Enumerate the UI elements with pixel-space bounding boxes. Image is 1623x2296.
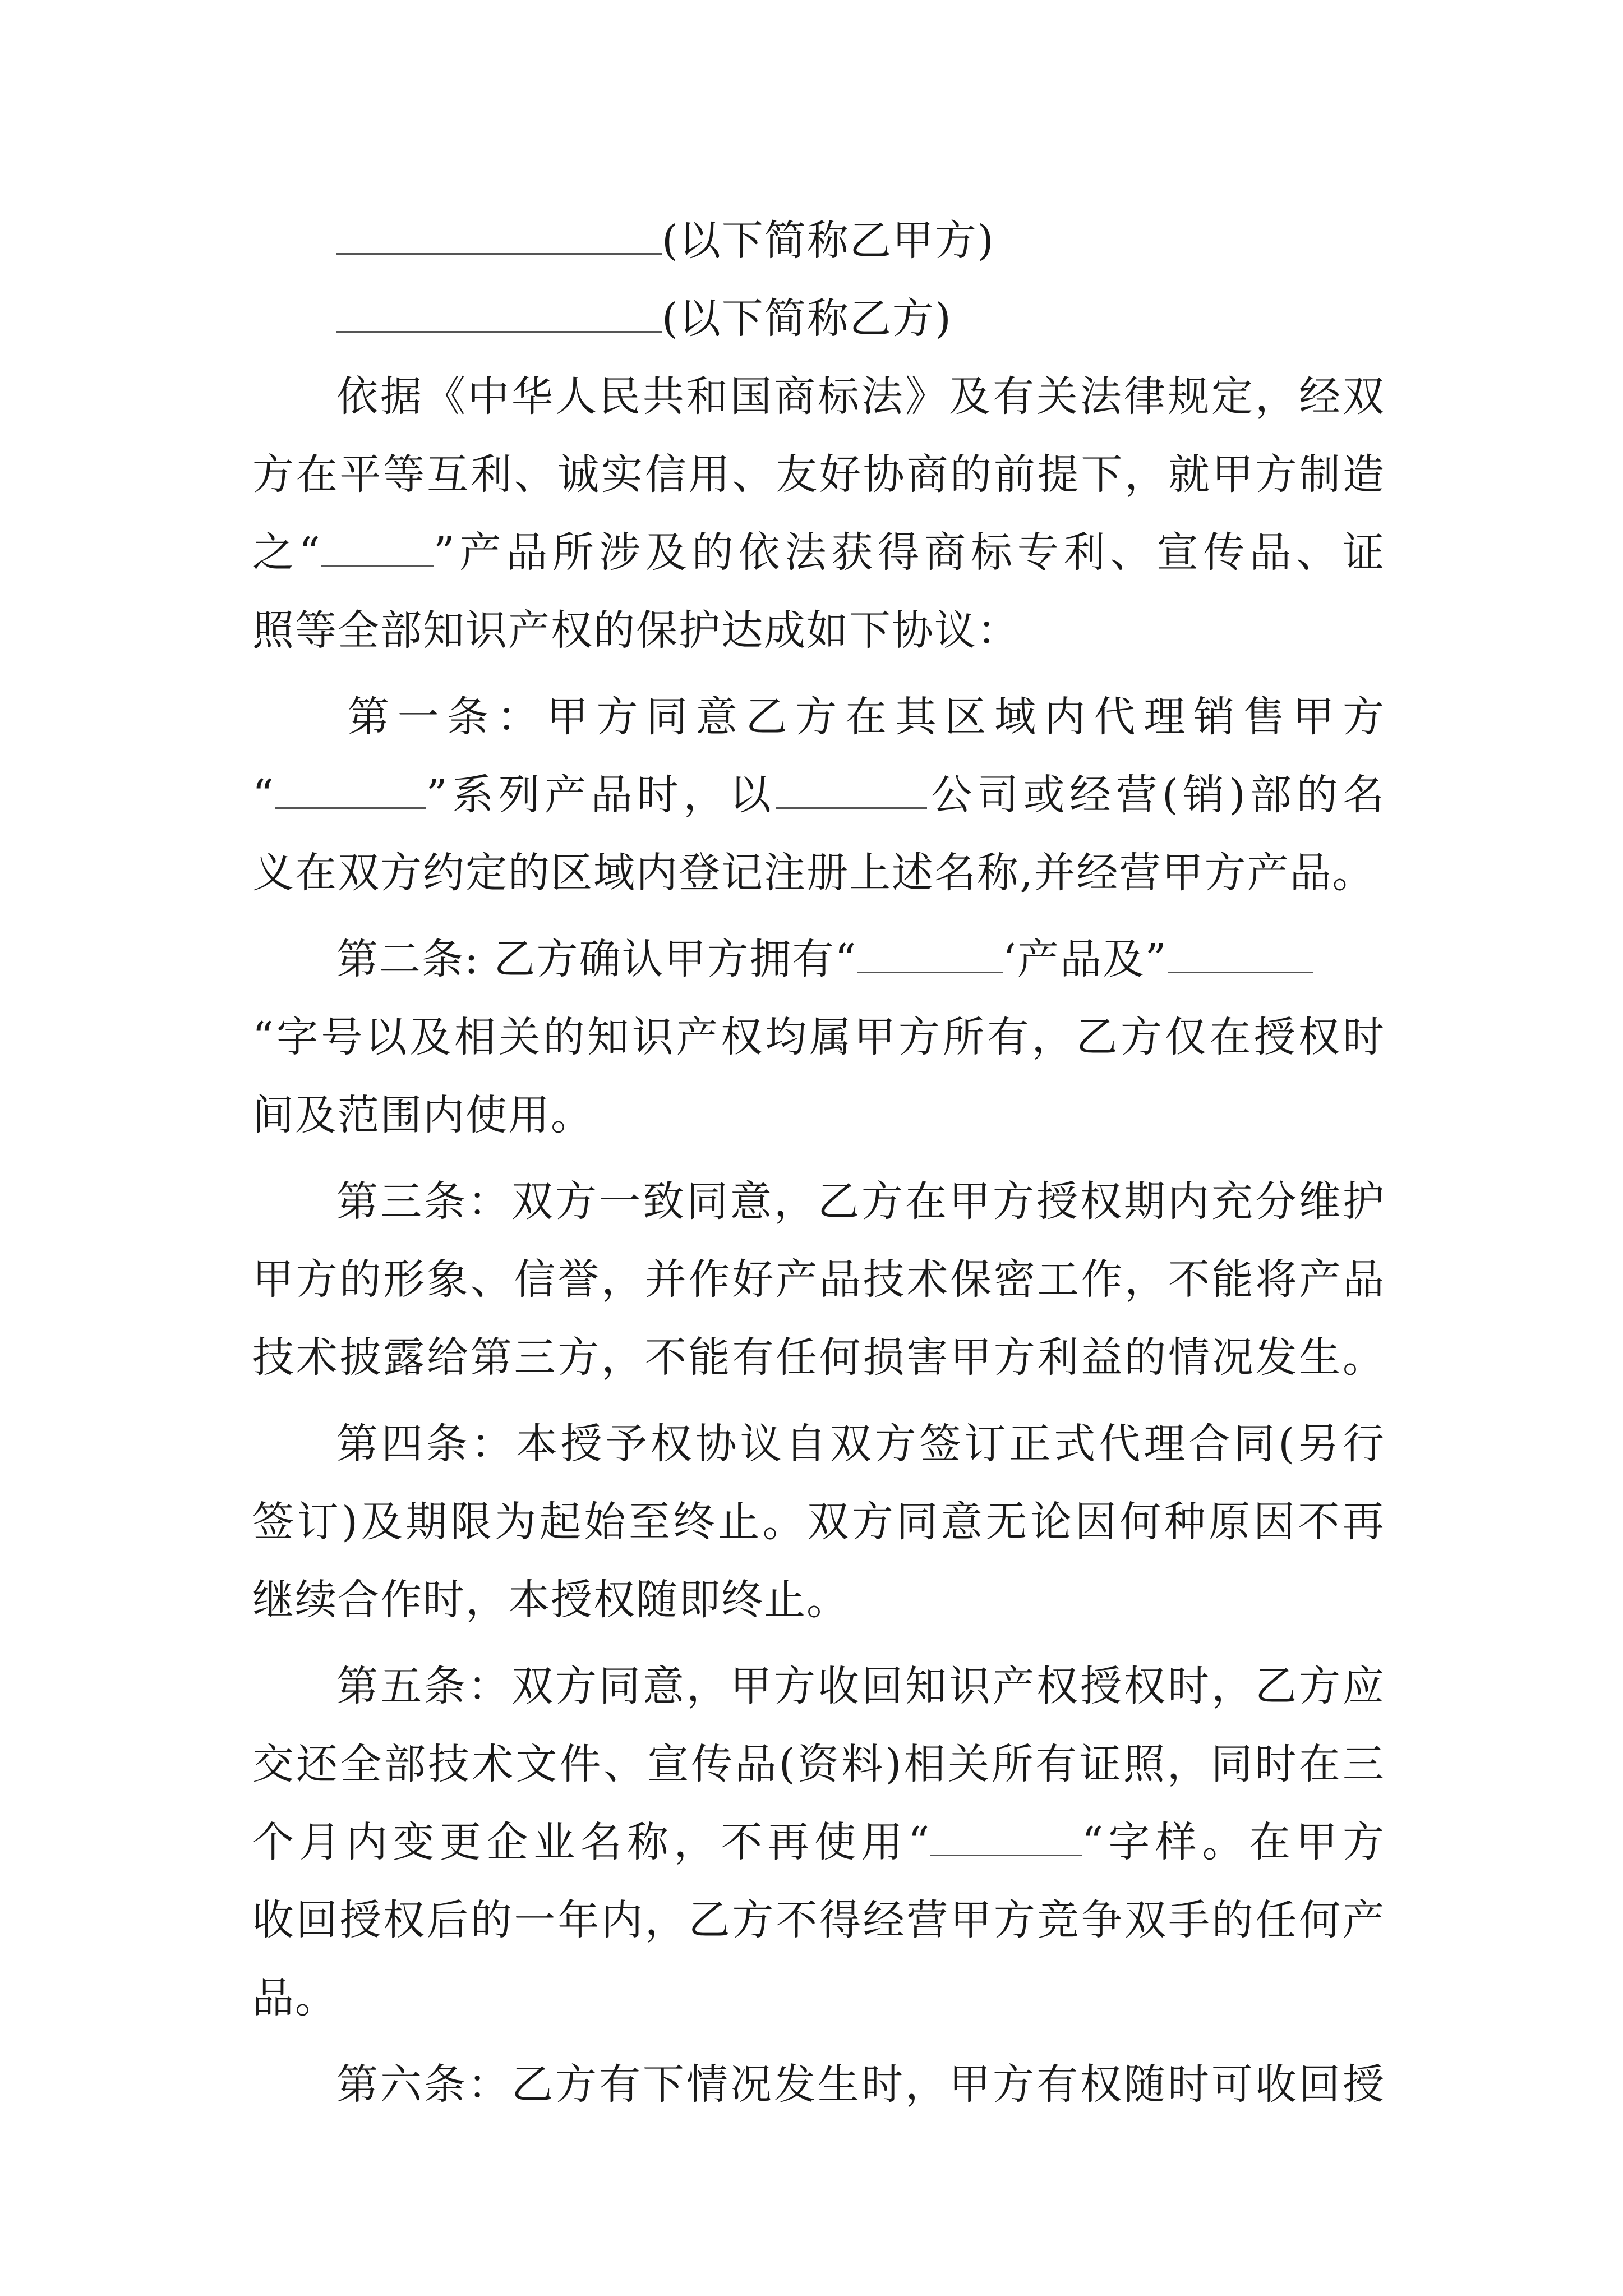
- article-1-mid: ”系列产品时，以: [426, 771, 776, 819]
- article-1: [252, 678, 1385, 912]
- preamble-line-4: 照等全部知识产权的保护达成如下协议：: [252, 606, 1020, 655]
- article-1-quote: “: [252, 771, 275, 819]
- series-product-blank: [275, 772, 426, 809]
- article-5-start: 个月内变更企业名称，不再使用“: [252, 1818, 931, 1866]
- party-b-suffix: (以下简称乙方): [662, 295, 952, 343]
- article-3-line-2: 甲方的形象、信誉，并作好产品技术保密工作，不能将产品: [252, 1255, 1385, 1304]
- article-2-mid: ‘产品及”: [1003, 935, 1168, 983]
- article-2-line-3: 间及范围内使用。: [252, 1091, 593, 1139]
- article-4-line-2: 签订)及期限为起始至终止。双方同意无论因何种原因不再: [252, 1498, 1385, 1546]
- article-4-line-1: 第四条：本授予权协议自双方签订正式代理合同(另行: [336, 1420, 1385, 1468]
- company-name-blank: [776, 772, 927, 809]
- brand-word-blank: [930, 1820, 1082, 1856]
- trade-name-blank: [1168, 937, 1313, 973]
- article-5-end: “字样。在甲方: [1082, 1818, 1385, 1866]
- preamble-line-1: 依据《中华人民共和国商标法》及有关法律规定，经双: [336, 372, 1385, 421]
- document-body: [252, 202, 1385, 2124]
- party-b-line: [252, 280, 1385, 358]
- article-6-line-1: 第六条：乙方有下情况发生时，甲方有权随时可收回授: [336, 2060, 1385, 2109]
- trademark-blank: [857, 937, 1003, 973]
- article-4: [252, 1405, 1385, 1639]
- preamble-line-3-end: ”产品所涉及的依法获得商标专利、宣传品、证: [433, 528, 1385, 577]
- article-3-line-3: 技术披露给第三方，不能有任何损害甲方利益的情况发生。: [252, 1333, 1385, 1382]
- party-b-blank: [336, 296, 662, 333]
- article-2-line-2: “字号以及相关的知识产权均属甲方所有，乙方仅在授权时: [252, 1013, 1385, 1061]
- article-5: [252, 1648, 1385, 2037]
- party-a-line: [252, 202, 1385, 280]
- product-name-blank: [321, 530, 434, 567]
- article-6: [252, 2046, 1385, 2124]
- preamble-paragraph: [252, 358, 1385, 670]
- article-4-line-3: 继续合作时，本授权随即终止。: [252, 1576, 849, 1624]
- party-a-blank: [336, 218, 662, 255]
- article-2: [252, 921, 1385, 1154]
- preamble-line-3-start: 之“: [252, 528, 321, 577]
- article-3-line-1: 第三条：双方一致同意，乙方在甲方授权期内充分维护: [336, 1177, 1385, 1226]
- article-3: [252, 1163, 1385, 1397]
- article-1-end: 公司或经营(销)部的名: [927, 771, 1385, 819]
- article-5-line-1: 第五条：双方同意，甲方收回知识产权授权时，乙方应: [336, 1662, 1385, 1710]
- article-1-line-1: 第一条：甲方同意乙方在其区域内代理销售甲方: [348, 693, 1385, 741]
- party-a-suffix: (以下简称乙甲方): [662, 217, 995, 265]
- preamble-line-3: [252, 514, 1385, 592]
- article-1-line-2: [252, 756, 1385, 834]
- article-2-line-1: [252, 921, 1385, 999]
- article-1-line-3: 义在双方约定的区域内登记注册上述名称,并经营甲方产品。: [252, 849, 1375, 897]
- article-5-line-2: 交还全部技术文件、宣传品(资料)相关所有证照，同时在三: [252, 1740, 1385, 1788]
- article-5-line-3: [252, 1803, 1385, 1881]
- article-2-start: 第二条: 乙方确认甲方拥有“: [336, 935, 857, 983]
- article-5-line-5: 品。: [252, 1974, 338, 2022]
- preamble-line-2: 方在平等互利、诚实信用、友好协商的前提下，就甲方制造: [252, 450, 1385, 499]
- article-5-line-4: 收回授权后的一年内，乙方不得经营甲方竞争双手的任何产: [252, 1896, 1385, 1944]
